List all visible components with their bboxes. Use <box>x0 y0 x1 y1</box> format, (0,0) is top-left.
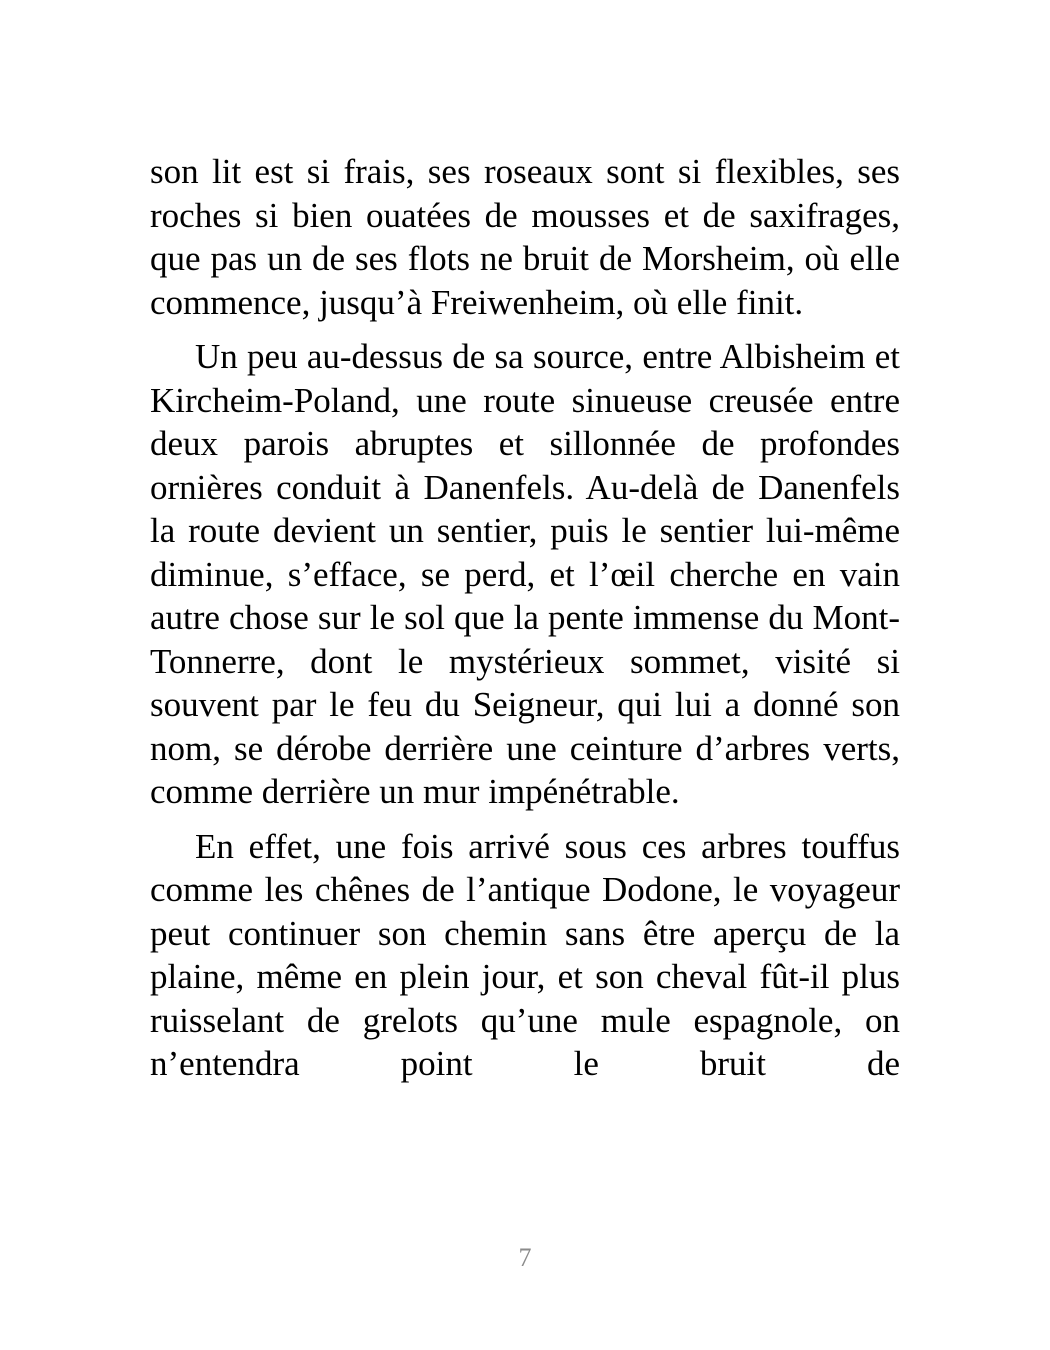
page-number: 7 <box>518 1243 532 1272</box>
page-body <box>150 150 900 1086</box>
paragraph-route: Un peu au-dessus de sa source, entre Albisheim et Kircheim-Poland, une route sinueuse creusée entre deux parois abruptes et sillonnée de profondes ornières conduit à Danenfels. Au-delà de Danenfels la route devient un sentier, puis le sentier lui-même diminue, s’efface, se perd, et l’œil cherche en vain autre chose sur le sol que la pente immense du Mont-Tonnerre, dont le mystérieux sommet, visité si souvent par le feu du Seigneur, qui lui a donné son nom, se dérobe derrière une ceinture d’arbres verts, comme derrière un mur impénétrable. <box>150 337 900 811</box>
paragraph-forest: En effet, une fois arrivé sous ces arbres touffus comme les chênes de l’antique Dodone, le voyageur peut continuer son chemin sans être aperçu de la plaine, même en plein jour, et son cheval fût-il plus ruisselant de grelots qu’une mule espagnole, on n’entendra point le bruit de <box>150 826 900 1083</box>
paragraph-continuation: son lit est si frais, ses roseaux sont si flexibles, ses roches si bien ouatées de mousses et de saxifrages, que pas un de ses flots ne bruit de Morsheim, où elle commence, jusqu’à Freiwenheim, où elle finit. <box>150 152 900 322</box>
